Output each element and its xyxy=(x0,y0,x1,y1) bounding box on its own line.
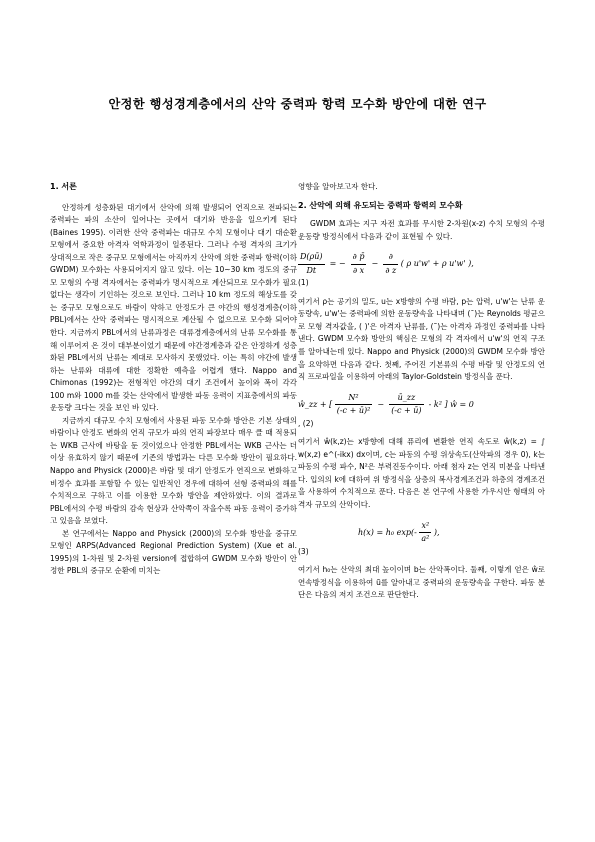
eq2-curvature-fraction xyxy=(389,392,423,418)
equation-3 xyxy=(298,520,545,546)
equation-1: $\frac{D(\rho ū)}{Dt}$ = − $\frac{\partial p̄}{\partial x}$ − $\frac{\partial}{\partial z}$ ( ρ u'w' + ρ u'w' ), xyxy=(298,251,545,277)
intro-paragraph-2: 지금까지 대규모 수치 모형에서 사용된 파동 모수화 방안은 기본 상태의 바람이나 안정도 변화의 연직 규모가 파의 연직 파장보다 매우 클 때 적용되는 WKB 근사에 바탕을 둔 것이었으나 안정한 PBL에서는 WKB 근사는 더 이상 유효하지 않기 때문에 기존의 방법과는 다른 모수화 방안이 필요하다. Nappo and Physick (2000)은 바람 및 대기 안정도가 연직으로 변화하고 비정수 효과를 포함할 수 있는 일반적인 경우에 대하여 선형 중력파의 해를 수치적으로 구하고 이를 이용한 모수화 방안을 제안하였다. 이의 결과로 PBL에서의 수평 바람의 감속 현상과 산악쪽이 작을수록 파동 응력이 증가하고 있음을 보였다. xyxy=(50,415,297,526)
section-2-heading: 2. 산악에 의해 유도되는 중력파 항력의 모수화 xyxy=(298,200,463,210)
eq1-flux-fraction xyxy=(383,251,398,277)
eq2-curvature-denominator: (-c + ū) xyxy=(391,406,422,416)
eq2-buoyancy-fraction xyxy=(335,392,373,418)
eq1-pressure-denominator: ∂ x xyxy=(352,265,365,275)
section-2-paragraph-3: 여기서 ŵ(k,z)는 x방향에 대해 퓨리에 변환한 연직 속도로 ŵ(k,z) = ∫ w(x,z) e^(-ikx) dx이며, c는 파동의 수평 위상속도(산악파의 경우 0), k는 파동의 수평 파수, N²은 부력진동수이다. 아래 첨자 z는 연직 미분을 나타낸다. 입의의 k에 대하여 위 방정식을 상층의 복사경계조건과 하층의 경계조건을 사용하여 수치적으로 푼다. 다음은 본 연구에 사용한 가우시안 형태의 아격자 규모의 산악이다. xyxy=(298,437,545,510)
eq2-lead: ŵ_zz + [ xyxy=(298,399,333,409)
page-title: 안정한 행성경계층에서의 산악 중력파 항력 모수화 방안에 대한 연구 xyxy=(108,97,487,111)
section-1-heading: 1. 서론 xyxy=(50,182,77,191)
eq1-lhs-denominator: Dt xyxy=(306,265,317,275)
equation-2-number: , (2) xyxy=(298,418,314,428)
eq2-buoyancy-numerator: N² xyxy=(335,392,373,406)
eq2-buoyancy-denominator: (-c + ū)² xyxy=(336,406,371,416)
section-2-paragraph-4: 여기서 h₀는 산악의 최대 높이이며 b는 산악폭이다. 둘째, 이렇게 얻은 ŵ로 연속방정식을 이용하여 ũ를 알아내고 중력파의 운동량속을 구한다. 파동 분단은 다음의 저지 조건으로 판단한다. xyxy=(298,565,545,600)
equation-3-number: (3) xyxy=(298,546,309,556)
eq1-flux-numerator: ∂ xyxy=(383,251,398,265)
intro-paragraph-1: 안정하게 성층화된 대기에서 산악에 의해 발생되어 연직으로 전파되는 중력파는 파의 소산이 일어나는 곳에서 대기와 반응을 일으키게 된다 (Baines 1995). 이러한 산악 중력파는 대규모 수치 모형이나 대기 대순환 모형에서 중요한 아격자 역학과정이 일종된다. 그러나 수평 격자의 크기가 상대적으로 작은 중규모 모형에서는 아직까지 산악에 의한 중력파 항력(이하 GWDM) 모수화는 사용되어지지 않고 있다. 이는 10~30 km 정도의 중규모 모형의 수평 격자에서는 중력파가 명시적으로 계산되므로 모수화가 필요 없다는 생각이 기인하는 것으로 보인다. 그러나 10 km 정도의 해상도를 갖는 중규모 모형으로도 바람이 약하고 안정도가 큰 야간의 행성경계층(이하 PBL)에서는 산악 중력파는 명시적으로 계산될 수 없으므로 모수화 되어야 한다. 지금까지 PBL에서의 난류과정은 대류경계층에서의 난류 모수화를 통해 이루어져 온 것이 대부분이었기 때문에 야간경계층과 같은 안정하게 성층화된 PBL에서의 난류는 제대로 모사하지 못했었다. 이는 특히 야간에 발생하는 난류와 대류에 대한 정확한 예측을 어렵게 했다. Nappo and Chimonas (1992)는 전형적인 야간의 대기 조건에서 높이와 폭이 각각 100 m와 1000 m를 갖는 산악에서 발생한 파동 응력이 지표층에서의 파동 운동량 크다는 것을 보인 바 있다. xyxy=(50,202,297,413)
eq1-flux-denominator: ∂ z xyxy=(385,265,397,275)
eq3-denominator: a² xyxy=(421,534,430,544)
eq3-fraction xyxy=(419,520,431,546)
eq1-lhs-fraction xyxy=(298,251,325,277)
eq1-flux-terms: ( ρ u'w' + ρ u'w' ), xyxy=(400,259,474,269)
equation-1-number: (1) xyxy=(298,278,309,288)
eq3-lhs: h(x) = h₀ exp(- xyxy=(358,527,417,537)
eq3-numerator: x² xyxy=(419,520,431,534)
section-2-paragraph-2: 여기서 ρ는 공기의 밀도, u는 x방향의 수평 바람, p는 압력, u'w'는 난류 운동량속, u'w'는 중력파에 의한 운동량속을 나타내며 (¯)는 Reynolds 평균으로 모형 격자값을, ( )'은 아격자 난류를, (˜)는 아격자 과정인 중력파를 나타낸다. GWDM 모수화 방안의 핵심은 모형의 각 격자에서 u'w'의 연직 구조를 알아내는데 있다. Nappo and Physick (2000)의 GWDM 모수화 방안을 요약하면 다음과 같다. 첫째, 주어진 기본류의 수평 바람 및 안정도의 연직 프로파일을 이용하여 아래의 Taylor-Goldstein 방정식을 푼다. xyxy=(298,296,545,382)
eq1-pressure-fraction xyxy=(351,251,367,277)
intro-paragraph-3: 본 연구에서는 Nappo and Physick (2000)의 모수화 방안을 중규모 모형인 ARPS(Advanced Regional Prediction System) (Xue et al. 1995)의 1-차원 및 2-차원 version에 접합하여 GWDM 모수화 방안이 안정한 PBL의 중규모 순환에 미치는 xyxy=(50,528,297,576)
section-2-paragraph-1: GWDM 효과는 지구 자전 효과를 무시한 2-차원(x-z) 수치 모형의 수평 운동량 방정식에서 다음과 같이 표현될 수 있다. xyxy=(298,219,545,241)
eq2-curvature-numerator: ū_zz xyxy=(389,392,423,406)
right-column xyxy=(298,181,545,602)
eq1-pressure-numerator: ∂ p̄ xyxy=(351,251,367,265)
left-column xyxy=(50,181,297,578)
eq1-lhs-numerator: D(ρū) xyxy=(298,251,325,265)
equation-2: ŵ_zz + [ $\frac{\text{N²}}{\text{(-c + ū)²}}$ − $\frac{ū\_zz}{(-c + ū)}$ - k² ] ŵ = 0 xyxy=(298,392,545,418)
eq3-tail: ), xyxy=(433,527,440,537)
intro-continuation: 영향을 알아보고자 한다. xyxy=(298,182,378,191)
eq2-tail: - k² ] ŵ = 0 xyxy=(428,399,474,409)
